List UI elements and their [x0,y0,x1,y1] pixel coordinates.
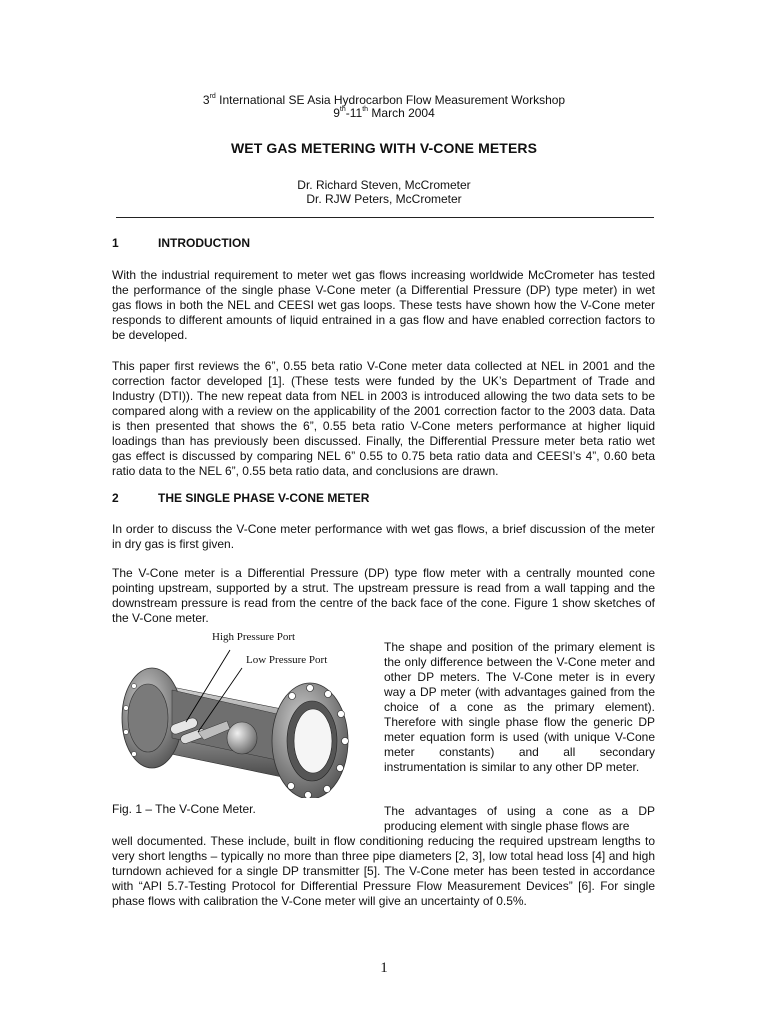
date-line: 9th-11th March 2004 [333,106,435,120]
sp-paragraph-4-start: The advantages of using a cone as a DP producing element with single phase flows are [384,804,655,833]
section-number: 2 [112,491,119,505]
sp-paragraph-2: The V-Cone meter is a Differential Pressure (DP) type flow meter with a centrally mounted cone pointing upstream, supported by a strut. The upstream pressure is read from a wall tapping and the downstream pressure is read from the centre of the back face of the cone. Figure 1 show sketches of the V-Cone meter. [112,566,655,625]
intro-paragraph-1: With the industrial requirement to meter wet gas flows increasing worldwide McCrometer has tested the performance of the single phase V-Cone meter (a Differential Pressure (DP) type meter) in wet gas flows in both the NEL and CEESI wet gas loops. These tests have shown how the V-Cone meter responds to different amounts of liquid entrained in a gas flow and have enabled correction factors to be developed. [112,268,655,342]
author-1: Dr. Richard Steven, McCrometer [297,178,471,192]
high-pressure-port-label: High Pressure Port [212,631,296,643]
workshop-line: 3rd International SE Asia Hydrocarbon Flow Measurement Workshop [202,93,566,107]
sp-paragraph-1: In order to discuss the V-Cone meter performance with wet gas flows, a brief discussion of the meter in dry gas is first given. [112,522,655,551]
header-divider [116,217,654,218]
page-number: 1 [380,960,388,976]
section-heading-2 [112,491,369,505]
low-pressure-port-label: Low Pressure Port [246,654,328,666]
section-title: THE SINGLE PHASE V-CONE METER [158,491,370,505]
v-cone-meter-illustration [112,628,367,798]
sp-paragraph-4-cont: well documented. These include, built in flow conditioning reducing the required upstream lengths to very short lengths – typically no more than three pipe diameters [2, 3], low total head loss [4] and high turndown achieved for a single DP transmitter [5]. The V-Cone meter has been tested in accordance with “API 5.7-Testing Protocol for Differential Pressure Flow Measurement Devices” [6]. For single phase flows with calibration the V-Cone meter will give an uncertainty of 0.5%. [112,834,655,908]
section-heading-1 [112,236,250,250]
section-number: 1 [112,236,119,250]
section-title: INTRODUCTION [158,236,250,250]
intro-paragraph-2: This paper first reviews the 6”, 0.55 beta ratio V-Cone meter data collected at NEL in 2001 and the correction factor developed [1]. (These tests were funded by the UK’s Department of Trade and Industry (DTI)). The new repeat data from NEL in 2003 is introduced allowing the two data sets to be compared along with a review on the applicability of the 2001 correction factor to the 2003 data. Data is then presented that shows the 6”, 0.55 beta ratio V-Cone meters performance at higher liquid loadings than has previously been discussed. Finally, the Differential Pressure meter beta ratio wet gas effect is discussed by comparing NEL 6” 0.55 to 0.75 beta ratio data and CEESI’s 4”, 0.60 beta ratio data to the NEL 6”, 0.55 beta ratio data, and conclusions are drawn. [112,359,655,478]
figure-caption: Fig. 1 – The V-Cone Meter. [112,802,256,816]
paper-title: WET GAS METERING WITH V-CONE METERS [230,140,538,156]
author-2: Dr. RJW Peters, McCrometer [306,192,462,206]
sp-paragraph-3: The shape and position of the primary element is the only difference between the V-Cone meter and other DP meters. The V-Cone meter is in every way a DP meter (with advantages gained from the choice of a cone as the primary element). Therefore with single phase flow the generic DP meter equation form is used (with unique V-Cone meter constants) and all secondary instrumentation is similar to any other DP meter. [384,640,655,774]
v-cone-figure [112,628,367,798]
